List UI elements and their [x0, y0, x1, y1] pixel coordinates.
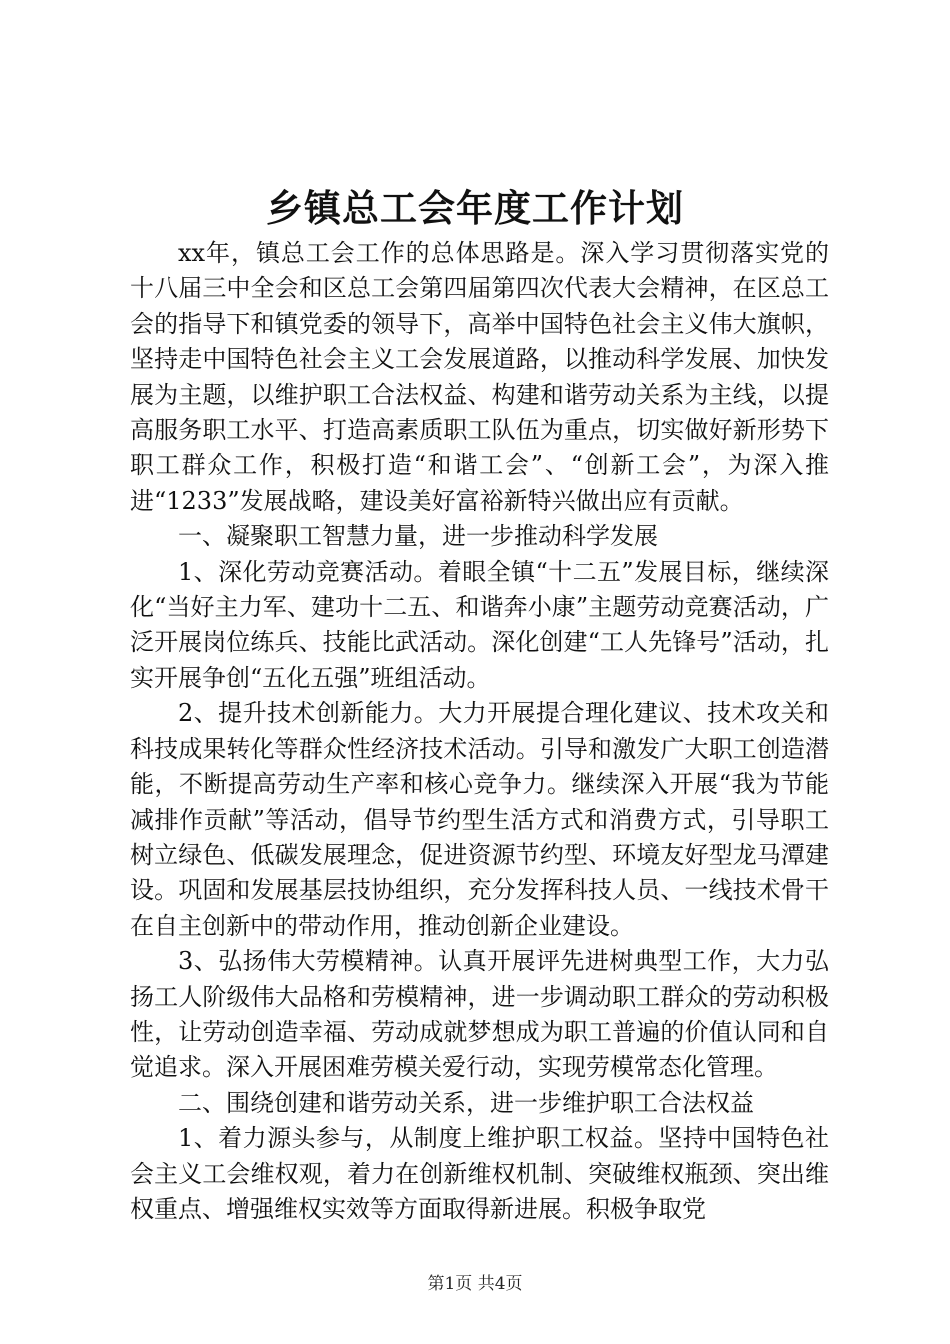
section-heading-2: 二、围绕创建和谐劳动关系，进一步维护职工合法权益: [178, 1088, 754, 1117]
paragraph-2-1: 1、着力源头参与，从制度上维护职工权益。坚持中国特色社会主义工会维权观，着力在创新维权机制、突破维权瓶颈、突出维权重点、增强维权实效等方面取得新进展。积极争取党: [130, 1124, 829, 1223]
document-title: 乡镇总工会年度工作计划: [266, 186, 684, 230]
section-heading-1: 一、凝聚职工智慧力量，进一步推动科学发展: [178, 522, 658, 551]
paragraph-1-2: 2、提升技术创新能力。大力开展提合理化建议、技术攻关和科技成果转化等群众性经济技术活动。引导和激发广大职工创造潜能，不断提高劳动生产率和核心竞争力。继续深入开展“我为节能减排作贡献”等活动，倡导节约型生活方式和消费方式，引导职工树立绿色、低碳发展理念，促进资源节约型、环境友好型龙马潭建设。巩固和发展基层技协组织，充分发挥科技人员、一线技术骨干在自主创新中的带动作用，推动创新企业建设。: [130, 699, 829, 940]
page-footer: 第1页 共4页: [427, 1274, 523, 1294]
paragraph-1-3: 3、弘扬伟大劳模精神。认真开展评先进树典型工作，大力弘扬工人阶级伟大品格和劳模精神，进一步调动职工群众的劳动积极性，让劳动创造幸福、劳动成就梦想成为职工普遍的价值认同和自觉追求。深入开展困难劳模关爱行动，实现劳模常态化管理。: [130, 947, 829, 1082]
document-body: [130, 236, 829, 1227]
paragraph-1-1: 1、深化劳动竞赛活动。着眼全镇“十二五”发展目标，继续深化“当好主力军、建功十二五、和谐奔小康”主题劳动竞赛活动，广泛开展岗位练兵、技能比武活动。深化创建“工人先锋号”活动，扎实开展争创“五化五强”班组活动。: [130, 557, 829, 692]
paragraph-intro: xx年，镇总工会工作的总体思路是。深入学习贯彻落实党的十八届三中全会和区总工会第四届第四次代表大会精神，在区总工会的指导下和镇党委的领导下，高举中国特色社会主义伟大旗帜，坚持走中国特色社会主义工会发展道路，以推动科学发展、加快发展为主题，以维护职工合法权益、构建和谐劳动关系为主线，以提高服务职工水平、打造高素质职工队伍为重点，切实做好新形势下职工群众工作，积极打造“和谐工会”、“创新工会”，为深入推进“1233”发展战略，建设美好富裕新特兴做出应有贡献。: [130, 239, 829, 515]
